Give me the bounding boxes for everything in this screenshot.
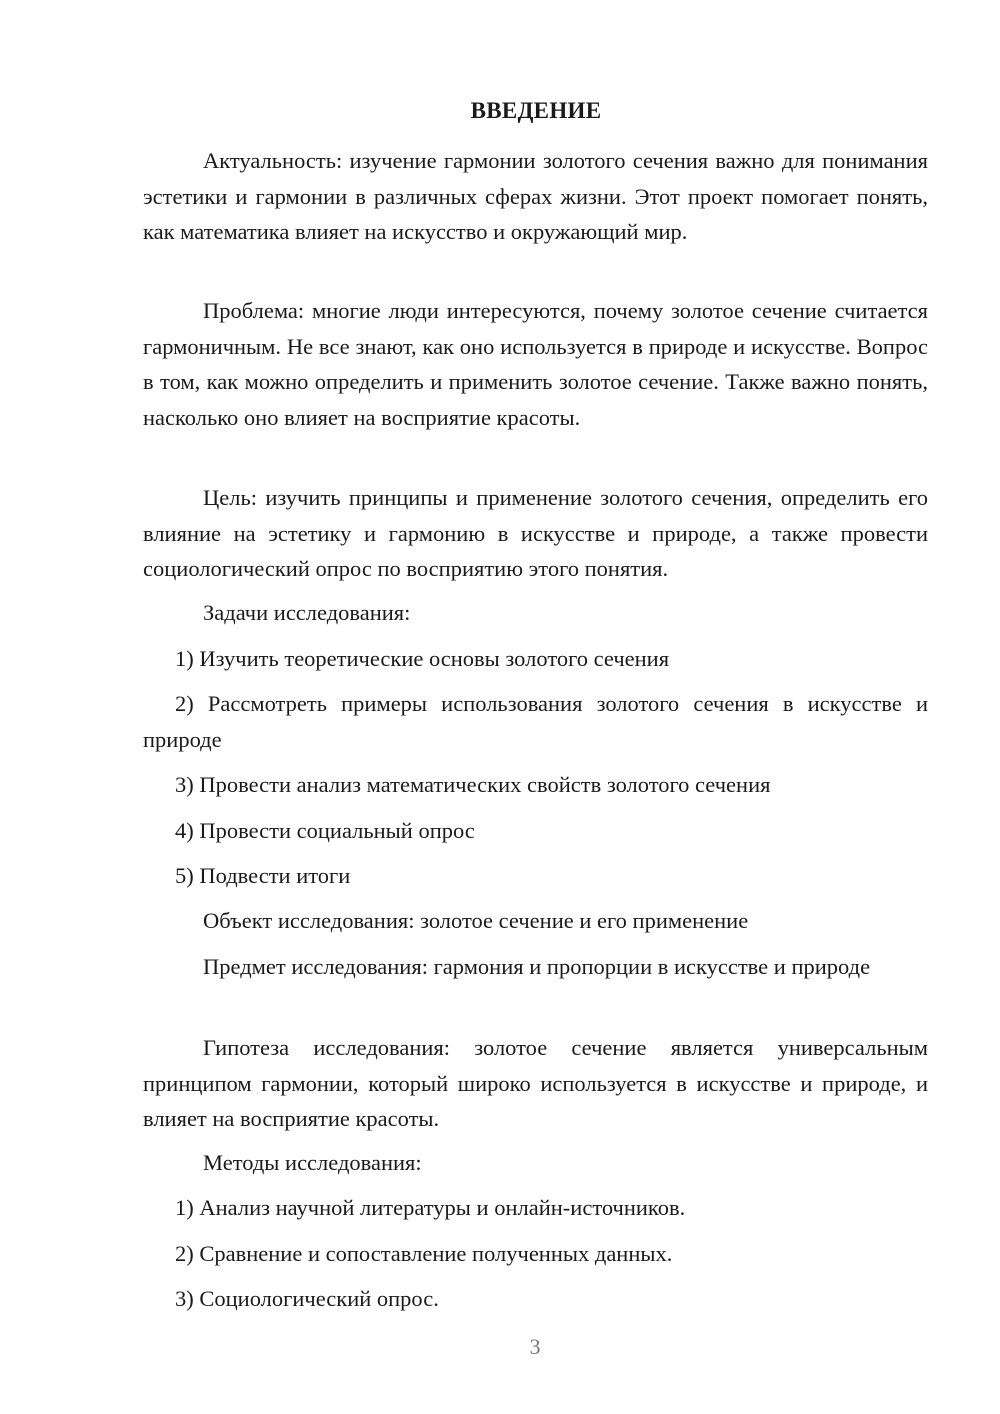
paragraph-problem: Проблема: многие люди интересуются, почему золотое сечение считается гармоничным. Не все знают, как оно используется в природе и искусстве. Вопрос в том, как можно определить и применить золотое сечение. Также важно понять, насколько оно влияет на восприятие красоты.	[143, 298, 928, 430]
paragraph-hypothesis: Гипотеза исследования: золотое сечение является универсальным принципом гармонии, который широко используется в искусстве и природе, и влияет на восприятие красоты.	[143, 1035, 928, 1131]
paragraph-object: Объект исследования: золотое сечение и его применение	[203, 908, 749, 933]
section-title: ВВЕДЕНИЕ	[470, 98, 602, 123]
methods-heading: Методы исследования:	[203, 1150, 422, 1175]
paragraph-relevance: Актуальность: изучение гармонии золотого сечения важно для понимания эстетики и гармонии в различных сферах жизни. Этот проект помогает понять, как математика влияет на искусство и окружающий мир.	[143, 148, 928, 244]
task-item: 2) Рассмотреть примеры использования золотого сечения в искусстве и природе	[143, 691, 928, 752]
task-item: 1) Изучить теоретические основы золотого сечения	[175, 646, 670, 671]
paragraph-subject: Предмет исследования: гармония и пропорции в искусстве и природе	[203, 954, 871, 979]
tasks-heading: Задачи исследования:	[203, 600, 411, 625]
page-number: 3	[529, 1334, 541, 1359]
method-item: 2) Сравнение и сопоставление полученных данных.	[175, 1241, 673, 1266]
paragraph-goal: Цель: изучить принципы и применение золотого сечения, определить его влияние на эстетику и гармонию в искусстве и природе, а также провести социологический опрос по восприятию этого понятия.	[143, 485, 928, 581]
task-item: 4) Провести социальный опрос	[175, 818, 475, 843]
method-item: 1) Анализ научной литературы и онлайн-источников.	[175, 1195, 686, 1220]
task-item: 5) Подвести итоги	[175, 863, 351, 888]
method-item: 3) Социологический опрос.	[175, 1286, 439, 1311]
task-item: 3) Провести анализ математических свойств золотого сечения	[175, 772, 771, 797]
